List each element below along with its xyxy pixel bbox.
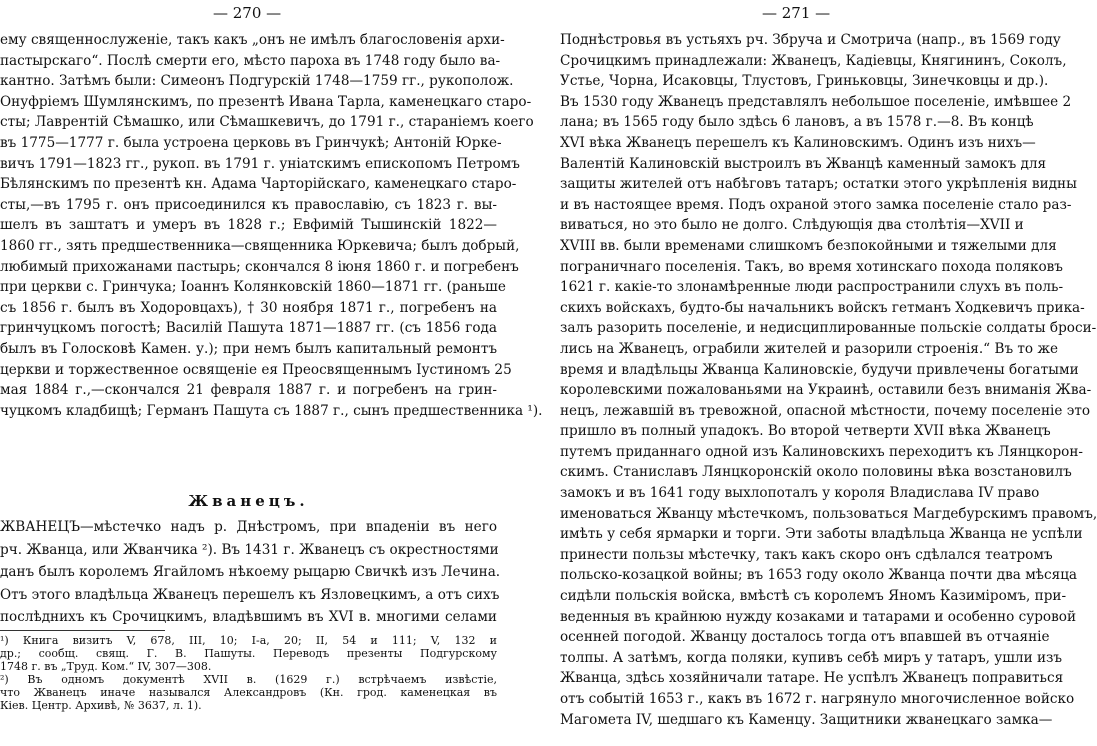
text-line: залъ разорить поселеніе, и недисциплированные польскіе солдаты броси- xyxy=(560,320,1097,337)
text-line: сты,—въ 1795 г. онъ присоединился къ православію, съ 1823 г. вы- xyxy=(0,196,497,213)
text-line: Въ 1530 году Жванецъ представлялъ небольшое поселеніе, имѣвшее 2 xyxy=(560,93,1072,110)
text-line: толпы. А затѣмъ, когда поляки, купивъ себѣ миръ у татаръ, ушли изъ xyxy=(560,649,1063,666)
text-line: чуцкомъ кладбищѣ; Германъ Пашута съ 1887 г., сынъ предшественника ¹). xyxy=(0,402,543,419)
text-line: пограничнаго поселенія. Такъ, во время хотинскаго похода поляковъ xyxy=(560,258,1063,275)
text-line: послѣднихъ къ Срочицкимъ, владѣвшимъ въ XVI в. многими селами xyxy=(0,609,497,625)
text-line: скимъ. Станиславъ Лянцкоронскій около половины вѣка возстановилъ xyxy=(560,464,1072,481)
text-line: былъ въ Голосковѣ Камен. у.); при немъ былъ капитальный ремонтъ xyxy=(0,340,497,357)
text-line: Магомета IV, шедшаго къ Каменцу. Защитники жванецкаго замка— xyxy=(560,711,1053,728)
text-line: путемъ приданнаго одной изъ Калиновскихъ переходитъ къ Лянцкорон- xyxy=(560,443,1083,460)
text-line: принести пользы мѣстечку, такъ какъ скоро онъ сдѣлался театромъ xyxy=(560,546,1053,563)
footnote-divider xyxy=(0,630,165,631)
text-line: ²) Въ одномъ документѣ XVII в. (1629 г.) встрѣчаемъ извѣстіе, xyxy=(0,673,497,686)
text-line: ему священнослуженіе, такъ какъ „онъ не имѣлъ благословенія архи- xyxy=(0,32,505,48)
text-line: имѣть у себя ярмарки и торги. Эти заботы владѣльца Жванца не успѣли xyxy=(560,526,1083,543)
section-text xyxy=(0,516,501,629)
text-line: ¹) Книга визитъ V, 678, III, 10; I-a, 20; II, 54 и 111; V, 132 и xyxy=(0,634,497,647)
text-block xyxy=(560,30,1097,730)
text-line: вичъ 1791—1823 гг., рукоп. въ 1791 г. уніатскимъ епископомъ Петромъ xyxy=(0,155,520,172)
text-line: защиты жителей отъ набѣговъ татаръ; остатки этого укрѣпленія видны xyxy=(560,176,1077,193)
text-line: королевскими пожалованьями на Украинѣ, оставили безъ вниманія Жва- xyxy=(560,382,1092,399)
text-line: что Жванецъ иначе назывался Александровъ (Кн. грод. каменецкая въ xyxy=(0,686,497,699)
text-line: гринчуцкомъ погостѣ; Василій Пашута 1871—1887 гг. (съ 1856 года xyxy=(0,320,497,337)
text-line: Жванца, здѣсь хозяйничали татаре. Не успѣлъ Жванецъ поправиться xyxy=(560,670,1064,687)
text-line: Онуфріемъ Шумлянскимъ, по презентѣ Ивана Тарла, каменецкаго старо- xyxy=(0,93,532,110)
text-line: польско-козацкой войны; въ 1653 году около Жванца почти два мѣсяца xyxy=(560,567,1078,584)
text-line: лана; въ 1565 году было здѣсь 6 лановъ, а въ 1578 г.—8. Въ концѣ xyxy=(560,114,1034,131)
right-page xyxy=(560,0,1097,746)
text-line: любимый прихожанами пастырь; скончался 8 іюня 1860 г. и погребенъ xyxy=(0,258,519,275)
text-line: именоваться Жванцу мѣстечкомъ, пользоваться Магдебурскимъ правомъ, xyxy=(560,505,1097,522)
text-line: данъ былъ королемъ Ягайломъ нѣкоему рыцарю Свичкѣ изъ Лечина. xyxy=(0,564,501,580)
text-block xyxy=(0,30,543,421)
text-line: 1748 г. въ „Труд. Ком.“ IV, 307—308. xyxy=(0,660,212,673)
text-line: отъ событій 1653 г., какъ въ 1672 г. нагрянуло многочисленное войско xyxy=(560,691,1075,707)
text-line: сты; Лаврентій Сѣмашко, или Сѣмашкевичъ, до 1791 г., стараніемъ коего xyxy=(0,114,534,131)
text-line: съ 1856 г. былъ въ Ходоровцахъ), † 30 ноября 1871 г., погребенъ на xyxy=(0,299,497,316)
text-line: XVI вѣка Жванецъ перешелъ къ Калиновскимъ. Одинъ изъ нихъ— xyxy=(560,134,1036,151)
text-line: др.; сообщ. свящ. Г. В. Пашуты. Переводъ презенты Подгурскому xyxy=(0,647,497,660)
text-line: при церкви с. Гринчука; Іоаннъ Колянковскій 1860—1871 гг. (раньше xyxy=(0,279,506,296)
text-line: Поднѣстровья въ устьяхъ рч. Збруча и Смотрича (напр., въ 1569 году xyxy=(560,32,1061,48)
text-line: скихъ войскахъ, будто-бы начальникъ войскъ гетманъ Ходкевичъ прика- xyxy=(560,299,1085,316)
left-page xyxy=(0,0,543,746)
text-line: время и владѣльцы Жванца Калиновскіе, будучи привлечены богатыми xyxy=(560,361,1079,378)
text-line: ЖВАНЕЦЪ—мѣстечко надъ р. Днѣстромъ, при впаденіи въ него xyxy=(0,519,497,535)
text-line: Валентій Калиновскій выстроилъ въ Жванцѣ каменный замокъ для xyxy=(560,155,1047,172)
text-line: рч. Жванца, или Жванчика ²). Въ 1431 г. Жванецъ съ окрестностями xyxy=(0,541,499,558)
text-line: Бѣлянскимъ по презентѣ кн. Адама Чарторійскаго, каменецкаго старо- xyxy=(0,176,517,193)
text-line: въ 1775—1777 г. была устроена церковь въ Гринчукѣ; Антоній Юрке- xyxy=(0,134,502,151)
text-line: 1621 г. какіе-то злонамѣренные люди распространили слухъ въ поль- xyxy=(560,279,1064,296)
page-number: — 270 — xyxy=(213,4,282,22)
section-title: Жванецъ. xyxy=(188,492,309,510)
text-line: 1860 гг., зять предшественника—священника Юркевича; былъ добрый, xyxy=(0,237,520,254)
page-number: — 271 — xyxy=(762,4,831,22)
text-line: пришло въ полный упадокъ. Во второй четверти XVII вѣка Жванецъ xyxy=(560,423,1051,440)
text-line: лись на Жванецъ, ограбили жителей и разорили строенія.“ Въ то же xyxy=(560,340,1058,357)
text-line: веденныя въ крайнюю нужду козаками и татарами и особенно суровой xyxy=(560,608,1076,625)
text-line: и въ настоящее время. Подъ охраной этого замка поселеніе стало раз- xyxy=(560,196,1072,213)
text-line: шелъ въ заштатъ и умеръ въ 1828 г.; Евфимій Тышинскій 1822— xyxy=(0,217,497,234)
text-line: Отъ этого владѣльца Жванецъ перешелъ къ Язловецкимъ, а отъ сихъ xyxy=(0,586,500,603)
text-line: мая 1884 г.,—скончался 21 февраля 1887 г. и погребенъ на грин- xyxy=(0,382,497,399)
text-line: нецъ, лежавшій въ тревожной, опасной мѣстности, почему поселеніе это xyxy=(560,402,1091,419)
text-line: сидѣли польскія войска, вмѣстѣ съ королемъ Яномъ Казиміромъ, при- xyxy=(560,588,1067,605)
text-line: церкви и торжественное освященіе ея Преосвященнымъ Іустиномъ 25 xyxy=(0,361,512,378)
text-line: Кіев. Центр. Архивѣ, № 3637, л. 1). xyxy=(0,699,202,712)
text-line: замокъ и въ 1641 году выхлопоталъ у короля Владислава IV право xyxy=(560,485,1040,502)
text-line: осенней погодой. Жванцу досталось тогда отъ впавшей въ отчаяніе xyxy=(560,629,1050,646)
text-line: виваться, но это было не долго. Слѣдующія два столѣтія—XVII и xyxy=(560,217,1024,234)
text-line: кантно. Затѣмъ были: Симеонъ Подгурскій 1748—1759 гг., рукополож. xyxy=(0,73,514,90)
text-line: Срочицкимъ принадлежали: Жванецъ, Кадіевцы, Княгининъ, Соколъ, xyxy=(560,52,1067,69)
text-line: XVIII вв. были временами слишкомъ безпокойными и тяжелыми для xyxy=(560,237,1057,254)
footnotes xyxy=(0,634,497,712)
text-line: Устье, Чорна, Исаковцы, Тлустовъ, Гриньковцы, Зинечковцы и др.). xyxy=(560,73,1049,90)
text-line: пастырскаго“. Послѣ смерти его, мѣсто пароха въ 1748 году было ва- xyxy=(0,52,501,69)
